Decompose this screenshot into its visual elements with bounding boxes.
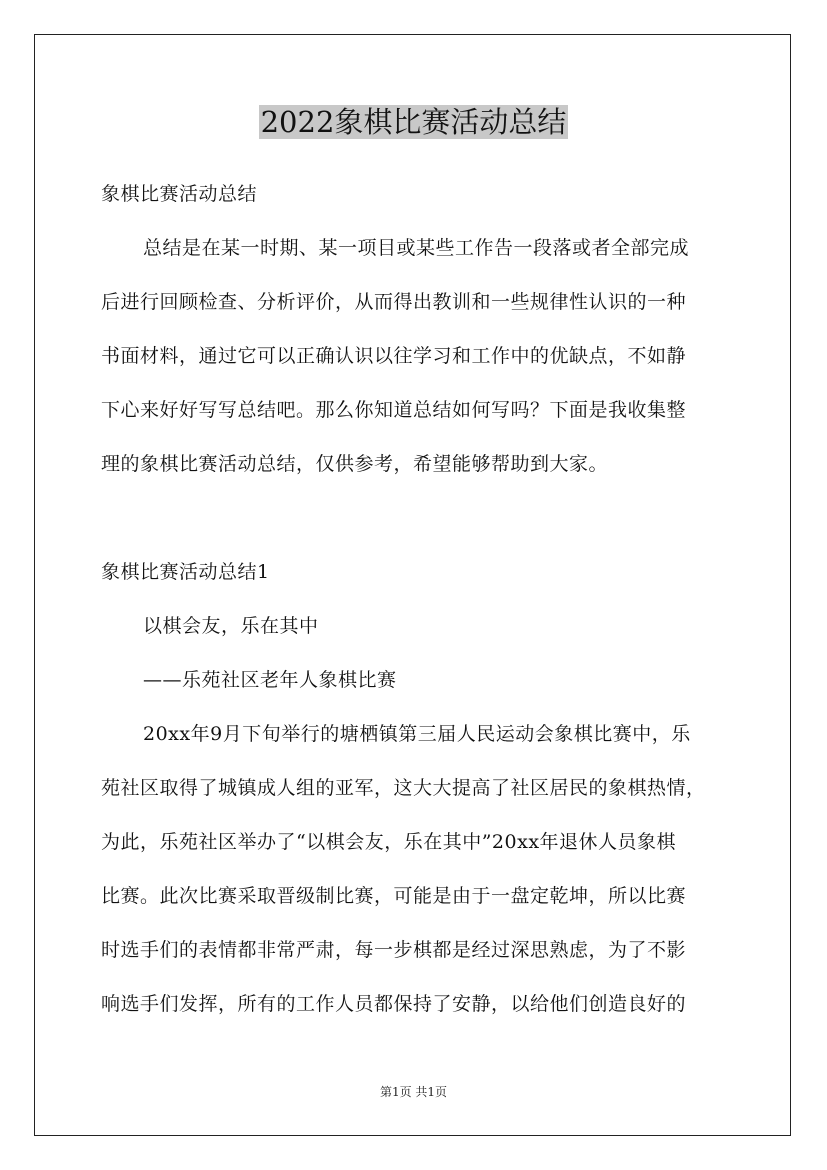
page-footer: 第1页 共1页 — [379, 1085, 448, 1099]
body-line: 20xx年9月下旬举行的塘栖镇第三届人民运动会象棋比赛中，乐 — [143, 723, 691, 745]
body-line: 比赛。此次比赛采取晋级制比赛，可能是由于一盘定乾坤，所以比赛 — [101, 885, 687, 907]
body-line: 响选手们发挥，所有的工作人员都保持了安静，以给他们创造良好的 — [101, 993, 687, 1015]
body-line: 为此，乐苑社区举办了“以棋会友，乐在其中”20xx年退休人员象棋 — [101, 831, 677, 853]
document-title — [0, 102, 827, 142]
section-title: 以棋会友，乐在其中 — [143, 615, 319, 637]
intro-line: 书面材料，通过它可以正确认识以往学习和工作中的优缺点，不如静 — [101, 345, 687, 367]
intro-line: 下心来好好写写总结吧。那么你知道总结如何写吗？下面是我收集整 — [101, 399, 687, 421]
intro-line: 理的象棋比赛活动总结，仅供参考，希望能够帮助到大家。 — [101, 453, 609, 475]
section-heading: 象棋比赛活动总结1 — [101, 561, 270, 583]
document-title-text: 2022象棋比赛活动总结 — [260, 105, 567, 139]
section-subtitle: ——乐苑社区老年人象棋比赛 — [143, 669, 397, 691]
document-subtitle: 象棋比赛活动总结 — [101, 183, 258, 205]
intro-line: 后进行回顾检查、分析评价，从而得出教训和一些规律性认识的一种 — [101, 291, 687, 313]
intro-line: 总结是在某一时期、某一项目或某些工作告一段落或者全部完成 — [143, 237, 690, 259]
body-line: 苑社区取得了城镇成人组的亚军，这大大提高了社区居民的象棋热情， — [101, 777, 706, 799]
body-line: 时选手们的表情都非常严肃，每一步棋都是经过深思熟虑，为了不影 — [101, 939, 687, 961]
